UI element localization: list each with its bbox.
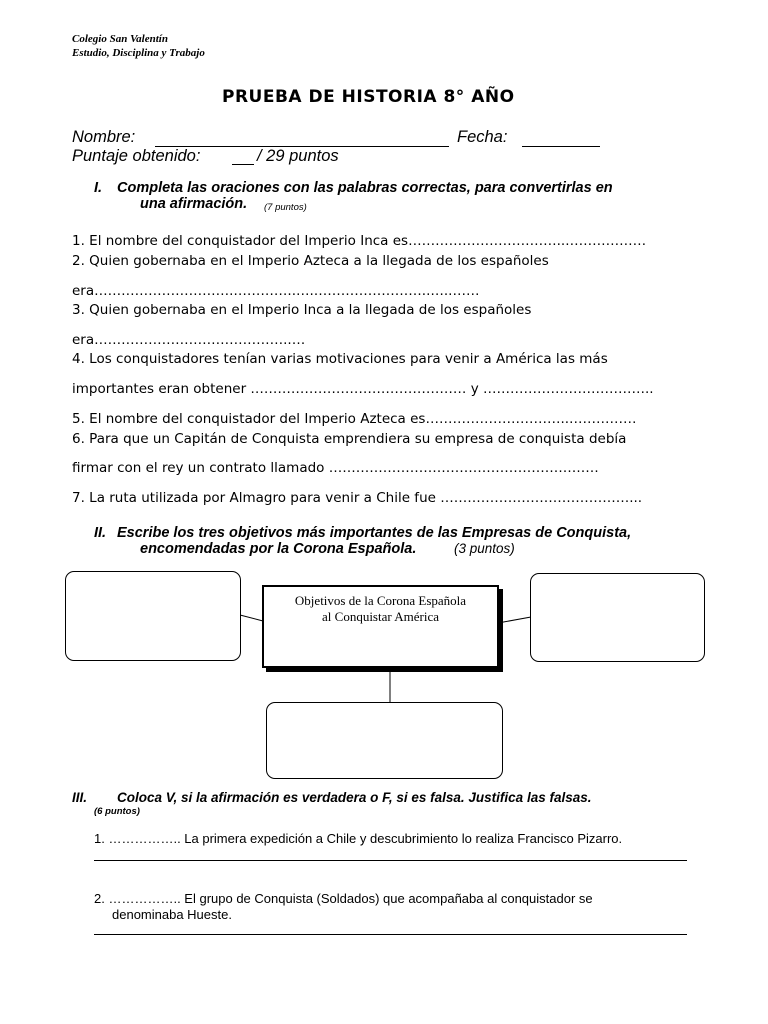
puntaje-label: Puntaje obtenido:	[72, 147, 201, 165]
tf-question-1: 1. …………….. La primera expedición a Chile y descubrimiento lo realiza Francisco Pizarro.	[94, 831, 623, 846]
section1-instruction-line2: una afirmación.	[140, 196, 248, 212]
page-title: PRUEBA DE HISTORIA 8° AÑO	[222, 87, 515, 107]
fecha-label: Fecha:	[457, 128, 508, 146]
tf-answer-line-2[interactable]	[94, 934, 687, 935]
section2-instruction-line1: Escribe los tres objetivos más importantes de las Empresas de Conquista,	[117, 525, 632, 541]
question-4-line2: importantes eran obtener ………………………………………… y ………………………………..	[72, 381, 654, 397]
section2-numeral: II.	[94, 525, 107, 541]
diagram-center-line1: Objetivos de la Corona Española	[294, 593, 467, 608]
tf-question-2-line1: 2. …………….. El grupo de Conquista (Soldados) que acompañaba al conquistador se	[94, 891, 593, 906]
question-7: 7. La ruta utilizada por Almagro para venir a Chile fue ……………………………………...	[72, 490, 643, 506]
question-3-line2: era……………………………………..…	[72, 332, 306, 348]
question-6-line1: 6. Para que un Capitán de Conquista emprendiera su empresa de conquista debía	[72, 431, 627, 447]
section1-numeral: I.	[94, 180, 103, 196]
tf-question-2-line2: denominaba Hueste.	[112, 907, 232, 922]
section3-instruction: Coloca V, si la afirmación es verdadera o F, si es falsa. Justifica las falsas.	[117, 790, 592, 805]
tf-answer-line-1[interactable]	[94, 860, 687, 861]
question-2-line1: 2. Quien gobernaba en el Imperio Azteca a la llegada de los españoles	[72, 253, 549, 269]
objective-box-bottom[interactable]	[266, 702, 503, 779]
question-6-line2: firmar con el rey un contrato llamado ……………………………………………………	[72, 460, 599, 476]
school-motto: Estudio, Disciplina y Trabajo	[72, 47, 205, 59]
section2-instruction-line2: encomendadas por la Corona Española.	[140, 541, 417, 557]
question-2-line2: era………………………….…………..….……………………..…..……	[72, 283, 480, 299]
connector-left	[240, 615, 263, 621]
question-5: 5. El nombre del conquistador del Imperio Azteca es…………………………..……………	[72, 411, 637, 427]
section2-points: (3 puntos)	[454, 541, 515, 556]
section1-instruction-line1: Completa las oraciones con las palabras correctas, para convertirlas en	[117, 180, 613, 196]
objective-box-right[interactable]	[530, 573, 705, 662]
connector-right	[498, 617, 531, 623]
objective-box-left[interactable]	[65, 571, 241, 661]
section3-numeral: III.	[72, 790, 88, 805]
school-name: Colegio San Valentín	[72, 33, 168, 45]
question-1: 1. El nombre del conquistador del Imperio Inca es……………………………..………………	[72, 233, 647, 249]
diagram-center-box	[262, 585, 499, 668]
nombre-label: Nombre:	[72, 128, 136, 146]
puntaje-total: / 29 puntos	[257, 147, 339, 165]
section3-points: (6 puntos)	[94, 806, 140, 817]
question-4-line1: 4. Los conquistadores tenían varias motivaciones para venir a América las más	[72, 351, 608, 367]
question-3-line1: 3. Quien gobernaba en el Imperio Inca a la llegada de los españoles	[72, 302, 532, 318]
diagram-center-line2: al Conquistar América	[322, 609, 439, 624]
section1-points: (7 puntos)	[264, 202, 307, 213]
